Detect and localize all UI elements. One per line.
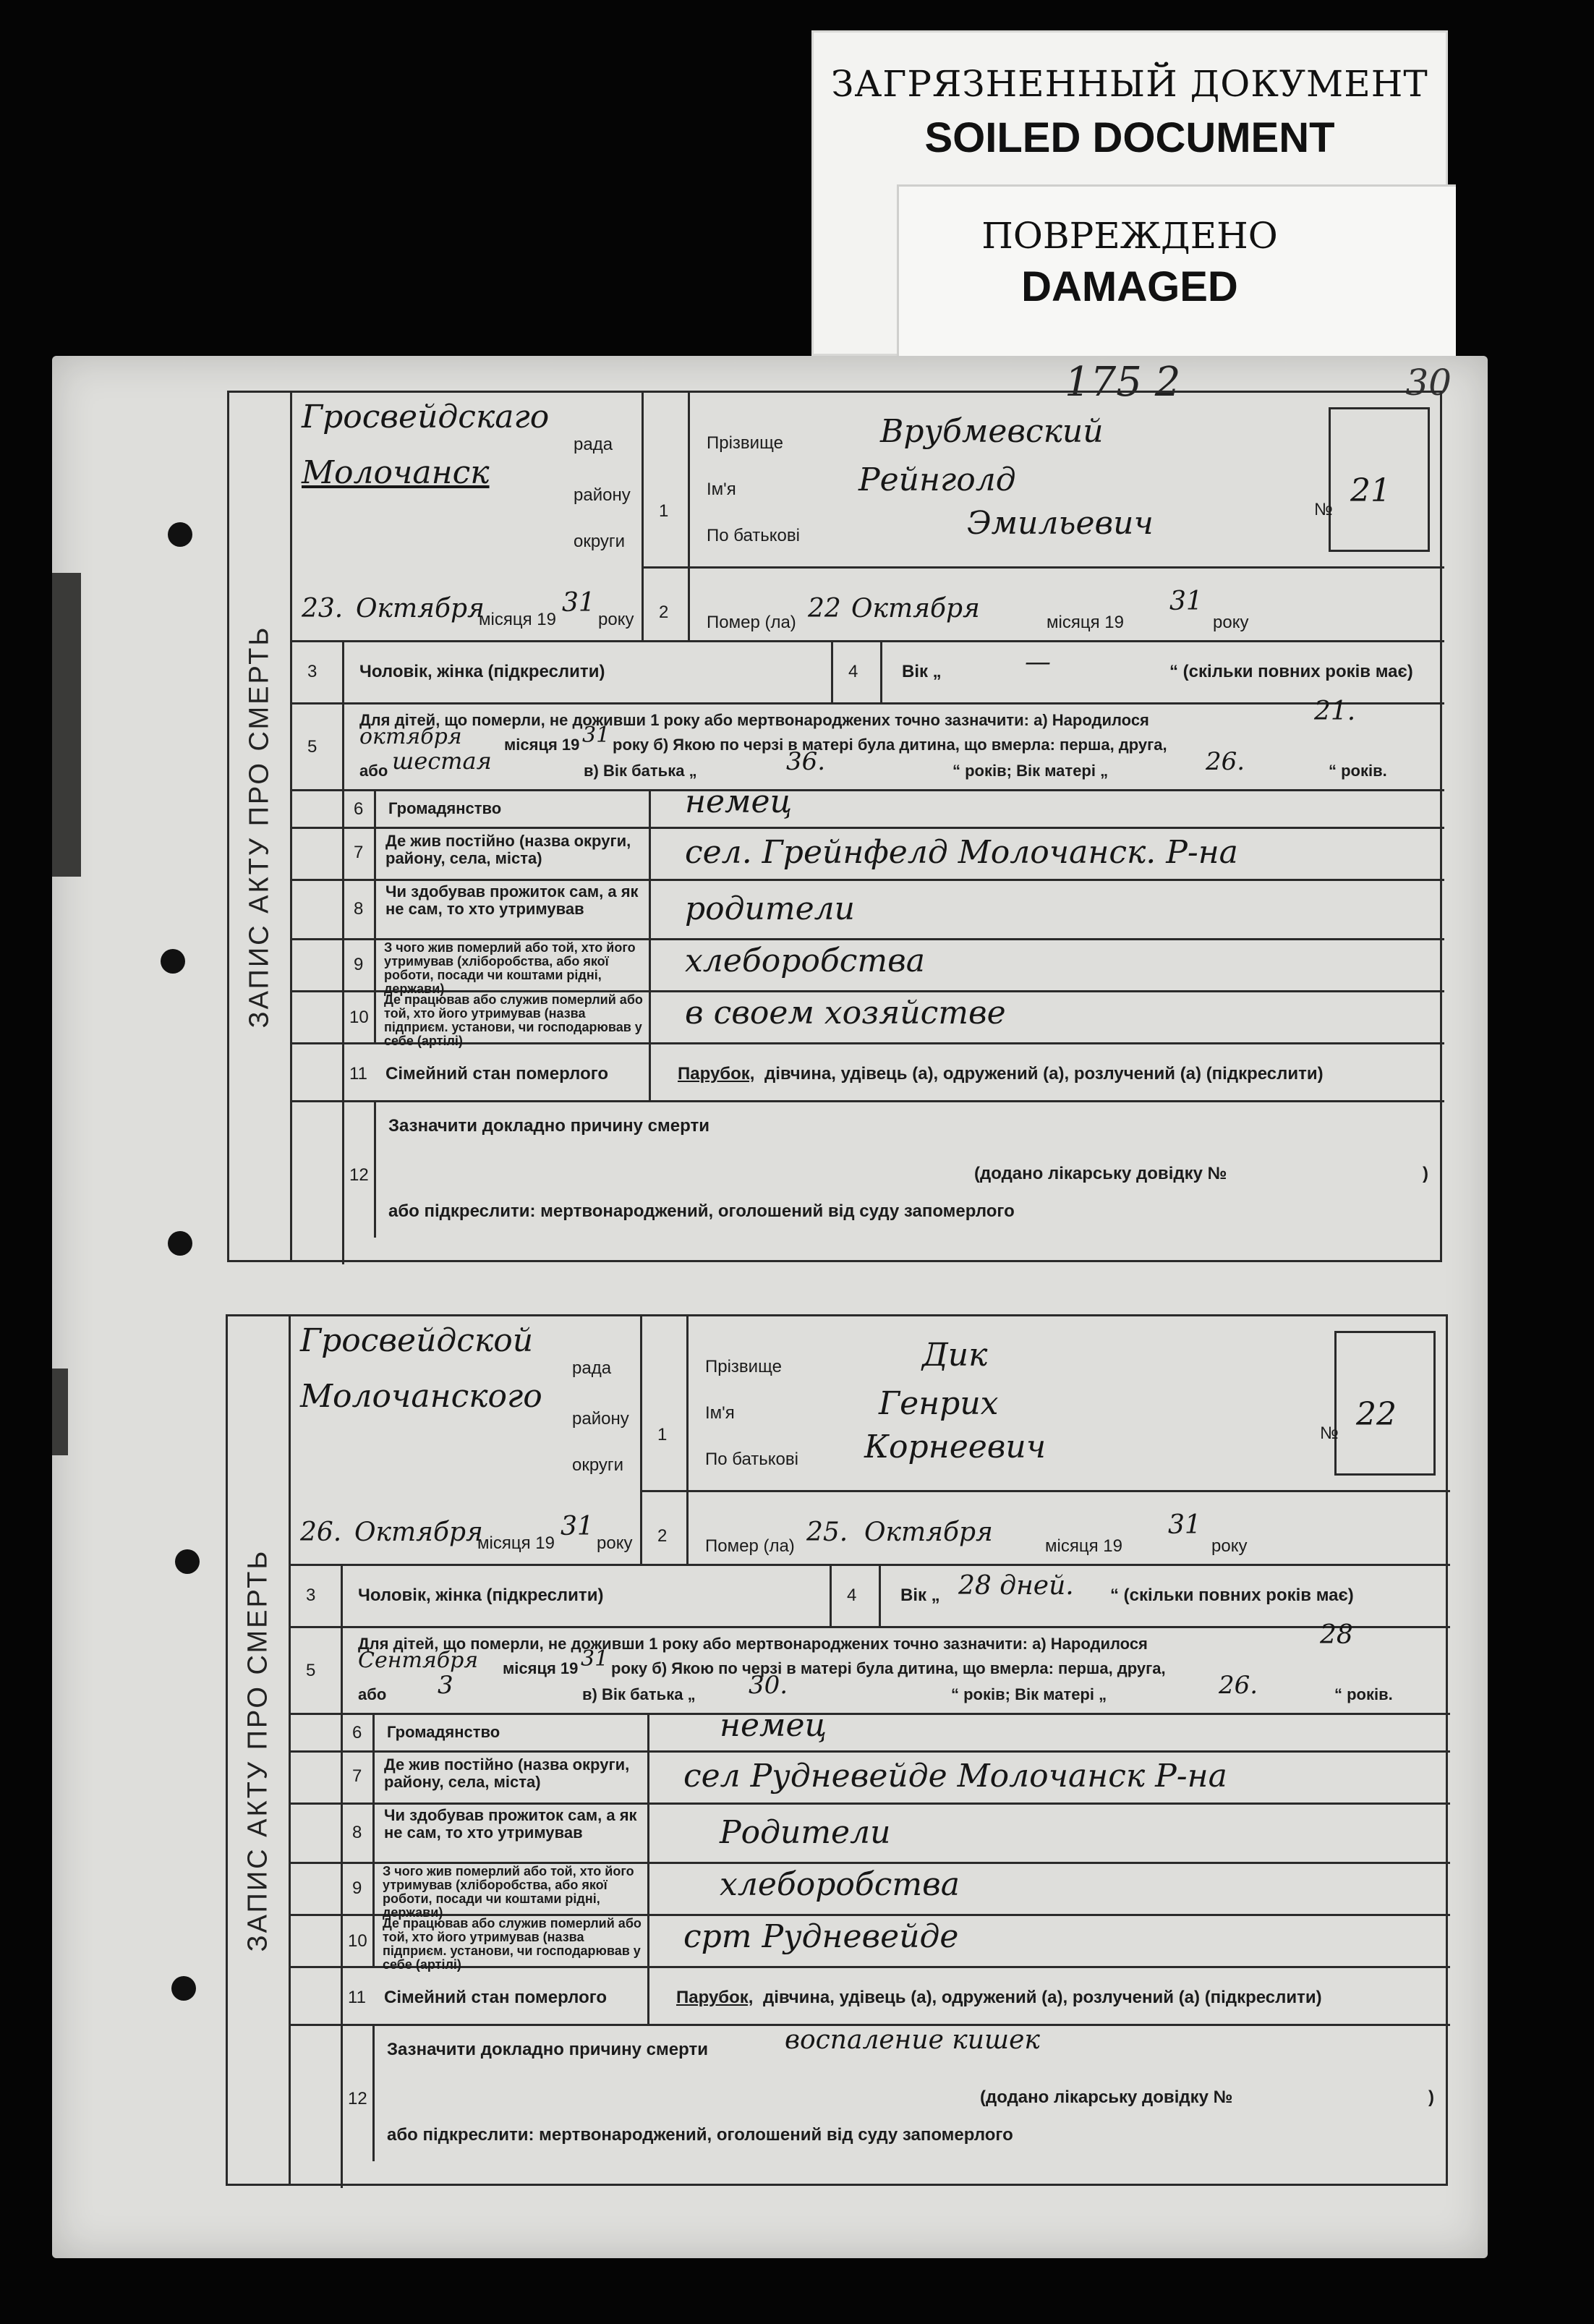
years-label: “ років. (1334, 1685, 1393, 1703)
citizenship-value: немец (720, 1707, 827, 1744)
surname-label: Прізвище (707, 433, 783, 453)
record-number-value: 21 (1350, 472, 1391, 509)
sex-label: Чоловік, жінка (підкреслити) (358, 1585, 604, 1605)
age-value: — (1025, 647, 1051, 677)
rada-label: рада (574, 435, 613, 454)
row-number: 3 (306, 1585, 316, 1605)
livelihood-label: З чого жив померлий або той, хто його утримував (хліборобства, або якої роботи, посади чи коштами рідні, держави) (384, 940, 636, 996)
okrug-label: округи (574, 532, 626, 551)
stillborn-label: або підкреслити: мертвонароджений, оголошений від суду запомерлого (388, 1201, 1015, 1221)
patronymic-value: Эмильевич (967, 505, 1154, 542)
surname-label: Прізвище (705, 1357, 782, 1376)
row-number: 2 (657, 1526, 668, 1546)
row-number: 10 (348, 1931, 367, 1951)
row-number: 6 (354, 799, 364, 819)
row-number: 8 (352, 1823, 362, 1842)
father-age-label: в) Вік батька „ (582, 1685, 696, 1703)
born-month-label: місяця 19 (503, 1659, 579, 1677)
row-number: 11 (348, 1988, 366, 2007)
row-number: 5 (306, 1661, 316, 1680)
reg-month-value: Октября (354, 1518, 483, 1547)
stamp-soiled-en: SOILED DOCUMENT (924, 114, 1335, 161)
father-age-value: 30. (749, 1671, 788, 1700)
med-cert-label: (додано лікарську довідку № (980, 2087, 1233, 2107)
med-cert-label: (додано лікарську довідку № (974, 1164, 1227, 1183)
sheet-number: 30 (1405, 362, 1452, 404)
or-label: або (358, 1685, 387, 1703)
marital-label: Сімейний стан померлого (385, 1064, 609, 1084)
torn-edge (52, 573, 81, 877)
raion-value: Молочанского (300, 1378, 542, 1415)
reg-month-label: місяця 19 (477, 1533, 555, 1553)
death-month-label: місяця 19 (1047, 613, 1124, 632)
rada-value: Гросвейдской (300, 1322, 534, 1359)
infant-info-label: Для дітей, що померли, не доживши 1 року або мертвонароджених точно зазначити: а) Народилося (359, 711, 1149, 729)
infant-info-label: Для дітей, що померли, не доживши 1 року або мертвонароджених точно зазначити: а) Народилося (358, 1635, 1148, 1653)
age-tail-label: “ (скільки повних років має) (1110, 1585, 1354, 1605)
supported-label: Чи здобував прожиток сам, а як не сам, то хто утримував (385, 882, 639, 918)
stamp-damaged-ru: ПОВРЕЖДЕНО (981, 215, 1278, 257)
side-title-text: ЗАПИС АКТУ ПРО СМЕРТЬ (244, 625, 275, 1028)
death-record-form (227, 391, 1442, 1262)
row-number: 7 (354, 843, 364, 862)
archive-stamp (811, 30, 1448, 356)
patronymic-value: Корнеевич (864, 1429, 1047, 1465)
residence-value: сел Рудневейде Молочанск Р-на (683, 1758, 1227, 1795)
row-number: 1 (657, 1425, 668, 1444)
born-month-label: місяця 19 (504, 736, 580, 754)
workplace-value: срт Рудневейде (683, 1918, 959, 1955)
row-number: 8 (354, 899, 364, 919)
death-year-value: 31 (1168, 1510, 1201, 1540)
death-month-value: Октября (864, 1518, 993, 1547)
row-number: 1 (659, 501, 669, 521)
reg-day-value: 26. (300, 1518, 342, 1547)
death-year-label: року (1213, 613, 1249, 632)
birth-order-value: 3 (438, 1671, 453, 1700)
years-label: “ років. (1329, 762, 1387, 780)
row-number: 2 (659, 603, 669, 622)
sex-label: Чоловік, жінка (підкреслити) (359, 662, 605, 681)
row-number: 7 (352, 1766, 362, 1786)
surname-value: Дик (922, 1337, 988, 1374)
row-number: 12 (348, 2089, 367, 2108)
stamp-soiled-ru: ЗАГРЯЗНЕННЫЙ ДОКУМЕНТ (831, 63, 1428, 105)
death-record-form (226, 1314, 1448, 2186)
mother-age-label: “ років; Вік матері „ (951, 1685, 1107, 1703)
residence-value: сел. Грейнфелд Молочанск. Р-на (685, 834, 1238, 871)
born-day-value: 28 (1320, 1620, 1353, 1650)
punch-hole (161, 949, 185, 974)
row-number: 10 (349, 1008, 369, 1027)
mother-age-value: 26. (1206, 747, 1245, 776)
med-cert-end: ) (1428, 2087, 1434, 2107)
patronymic-label: По батькові (707, 526, 800, 545)
or-label: або (359, 762, 388, 780)
rada-value: Гросвейдскаго (302, 399, 550, 435)
side-title-text: ЗАПИС АКТУ ПРО СМЕРТЬ (242, 1549, 273, 1951)
death-year-value: 31 (1169, 587, 1203, 616)
punch-hole (171, 1976, 196, 2001)
row-number: 4 (848, 662, 858, 681)
name-value: Рейнголд (858, 461, 1016, 498)
born-year-value: 31 (581, 1646, 609, 1672)
father-age-label: в) Вік батька „ (584, 762, 697, 780)
name-value: Генрих (879, 1385, 999, 1422)
med-cert-end: ) (1423, 1164, 1428, 1183)
father-age-value: 36. (786, 747, 826, 776)
row-number: 3 (307, 662, 317, 681)
row-number: 9 (354, 955, 364, 974)
born-month-value: октября (359, 724, 462, 749)
punch-hole (175, 1549, 200, 1574)
number-label: № (1314, 500, 1333, 519)
age-label: Вік „ (900, 1585, 940, 1605)
mother-age-value: 26. (1219, 1671, 1258, 1700)
torn-edge (52, 1369, 68, 1455)
age-tail-label: “ (скільки повних років має) (1169, 662, 1413, 681)
citizenship-label: Громадянство (387, 1723, 500, 1741)
supported-value: родители (685, 890, 855, 927)
died-label: Помер (ла) (705, 1536, 795, 1556)
reg-month-value: Октября (356, 594, 485, 623)
cause-label: Зазначити докладно причину смерти (387, 2040, 708, 2059)
rada-label: рада (572, 1358, 612, 1378)
marital-options: дівчина, удівець (а), одружений (а), розлучений (а) (підкреслити) (763, 1988, 1322, 2007)
born-order-label: року б) Якою по черзі в матері була дитина, що вмерла: перша, друга, (611, 1659, 1166, 1677)
patronymic-label: По батькові (705, 1450, 798, 1469)
workplace-label: Де працював або служив померлий або той, хто його утримував (назва підприєм. установи, чи господарював у себе (артілі) (383, 1916, 642, 1972)
death-day-value: 25. (806, 1518, 848, 1547)
born-order-label: року б) Якою по черзі в матері була дитина, що вмерла: перша, друга, (613, 736, 1167, 754)
reg-year-value: 31 (561, 1512, 594, 1541)
cause-label: Зазначити докладно причину смерти (388, 1116, 709, 1136)
death-month-value: Октября (851, 594, 980, 623)
reg-year-label: року (597, 1533, 633, 1553)
form-side-title (228, 1316, 291, 2184)
residence-label: Де жив постійно (назва округи, району, села, міста) (385, 832, 631, 867)
marital-option-selected: Парубок, (676, 1988, 754, 2007)
livelihood-value: хлеборобства (720, 1866, 960, 1903)
name-label: Ім'я (705, 1403, 735, 1423)
row-number: 4 (847, 1585, 857, 1605)
born-year-value: 31 (582, 723, 610, 748)
archive-number: 175 2 (1065, 359, 1181, 406)
death-day-value: 22 (808, 594, 841, 623)
raion-label: району (572, 1409, 629, 1429)
citizenship-value: немец (685, 783, 793, 820)
reg-month-label: місяця 19 (479, 610, 556, 629)
cause-value: воспаление кишек (785, 2025, 1040, 2055)
supported-label: Чи здобував прожиток сам, а як не сам, то хто утримував (384, 1806, 637, 1842)
row-number: 12 (349, 1165, 369, 1185)
death-year-label: року (1211, 1536, 1248, 1556)
reg-year-value: 31 (562, 588, 595, 618)
okrug-label: округи (572, 1455, 624, 1475)
marital-option-selected: Парубок, (678, 1064, 755, 1084)
livelihood-value: хлеборобства (685, 942, 925, 979)
mother-age-label: “ років; Вік матері „ (952, 762, 1109, 780)
stillborn-label: або підкреслити: мертвонароджений, оголошений від суду запомерлого (387, 2125, 1013, 2145)
born-day-value: 21. (1314, 697, 1356, 726)
stamp-damaged-en: DAMAGED (1021, 263, 1238, 310)
row-number: 11 (349, 1064, 367, 1084)
age-label: Вік „ (902, 662, 942, 681)
birth-order-value: шестая (392, 747, 492, 775)
citizenship-label: Громадянство (388, 799, 502, 817)
reg-year-label: року (598, 610, 634, 629)
marital-label: Сімейний стан померлого (384, 1988, 608, 2007)
reg-day-value: 23. (302, 594, 344, 623)
row-number: 6 (352, 1723, 362, 1742)
punch-hole (168, 522, 192, 547)
row-number: 5 (307, 737, 317, 757)
residence-label: Де жив постійно (назва округи, району, села, міста) (384, 1755, 630, 1791)
age-value: 28 дней. (958, 1571, 1074, 1601)
number-label: № (1320, 1423, 1339, 1443)
workplace-label: Де працював або служив померлий або той, хто його утримував (назва підприєм. установи, чи господарював у себе (артілі) (384, 992, 643, 1048)
surname-value: Врубмевский (880, 413, 1104, 450)
supported-value: Родители (720, 1814, 891, 1851)
punch-hole (168, 1231, 192, 1256)
name-label: Ім'я (707, 480, 736, 499)
death-month-label: місяця 19 (1045, 1536, 1122, 1556)
record-number-value: 22 (1356, 1396, 1397, 1433)
raion-label: району (574, 485, 631, 505)
died-label: Помер (ла) (707, 613, 796, 632)
form-side-title (229, 393, 292, 1260)
born-month-value: Сентября (358, 1648, 479, 1673)
document-page (52, 356, 1488, 2258)
marital-options: дівчина, удівець (а), одружений (а), розлучений (а) (підкреслити) (764, 1064, 1324, 1084)
row-number: 9 (352, 1878, 362, 1898)
workplace-value: в своем хозяйстве (685, 995, 1006, 1031)
livelihood-label: З чого жив померлий або той, хто його утримував (хліборобства, або якої роботи, посади чи коштами рідні, держави) (383, 1864, 634, 1920)
raion-value: Молочанск (302, 454, 490, 491)
